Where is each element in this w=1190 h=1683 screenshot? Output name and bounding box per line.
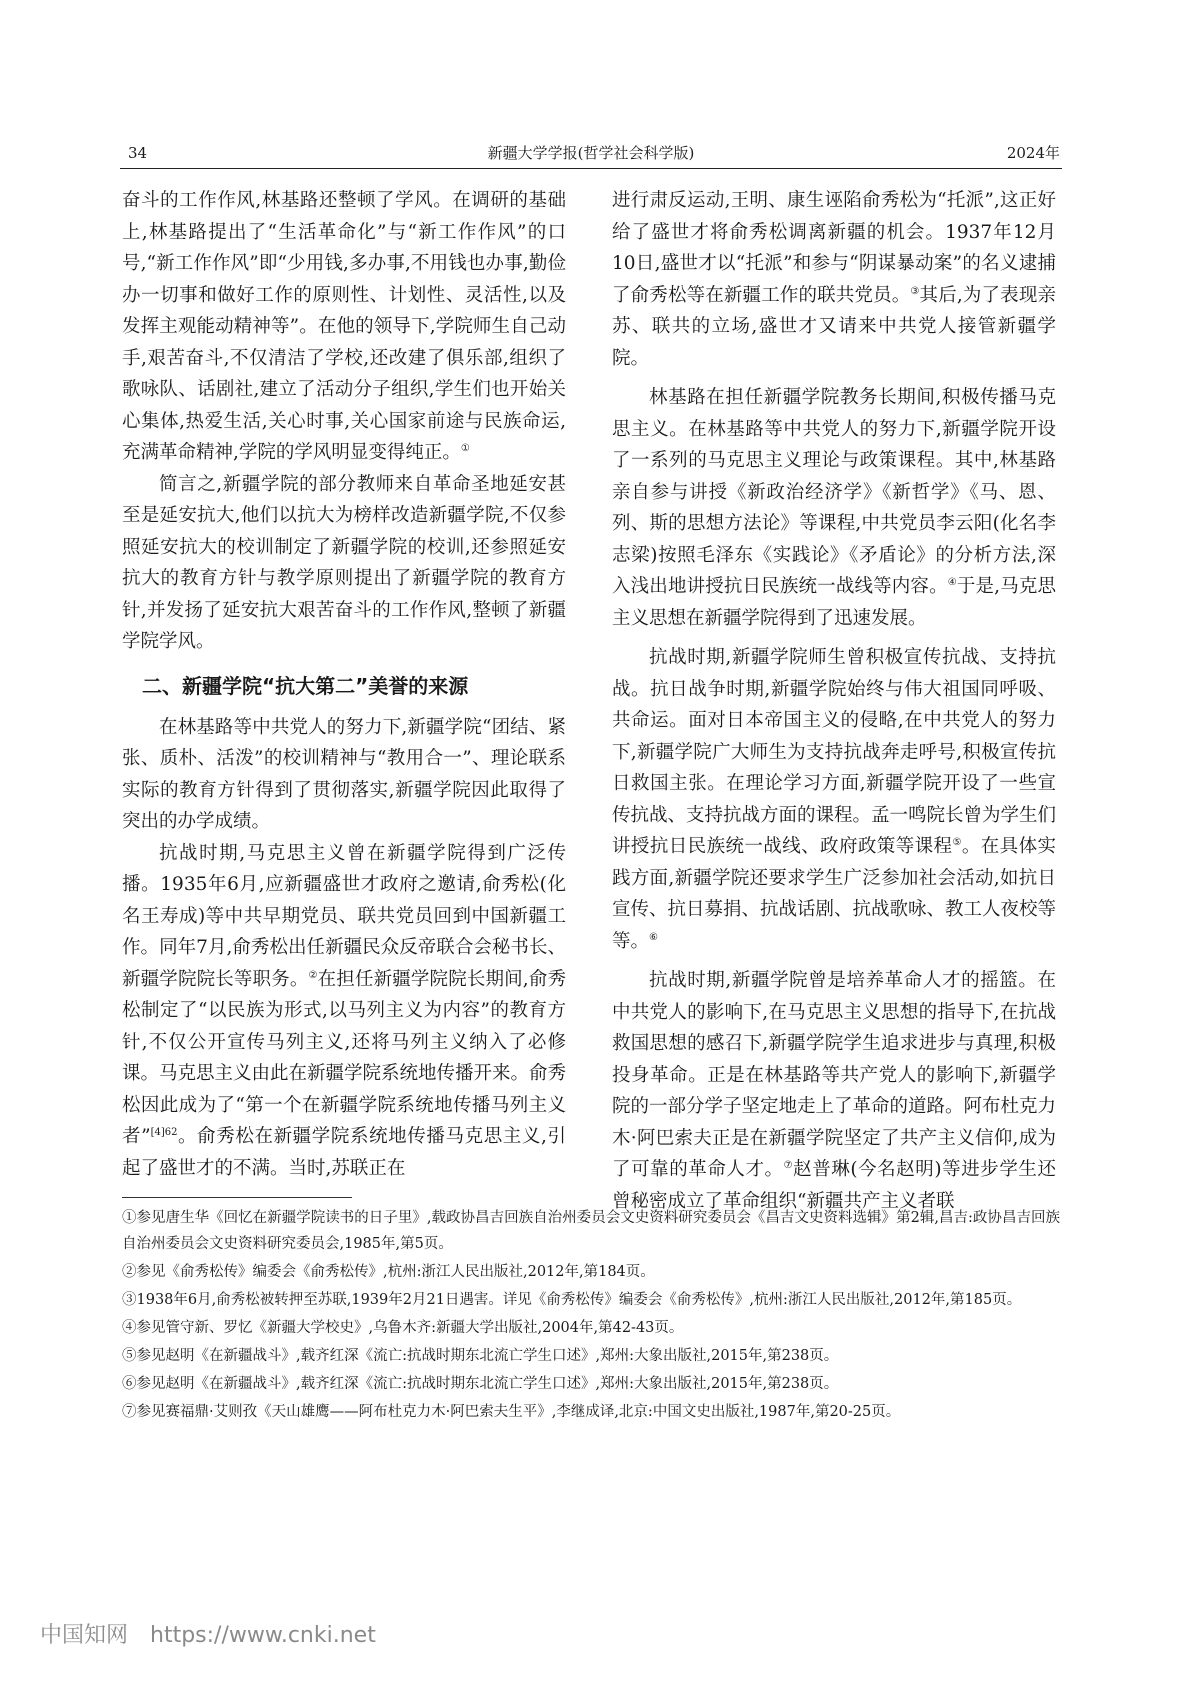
- paragraph: 抗战时期,马克思主义曾在新疆学院得到广泛传播。1935年6月,应新疆盛世才政府之邀请,俞秀松(化名王寿成)等中共早期党员、联共党员回到中国新疆工作。同年7月,俞秀松出任新疆民众反帝联合会秘书长、新疆学院院长等职务。②在担任新疆学院院长期间,俞秀松制定了“以民族为形式,以马列主义为内容”的教育方针,不仅公开宣传马列主义,还将马列主义纳入了必修课。马克思主义由此在新疆学院系统地传播开来。俞秀松因此成为了“第一个在新疆学院系统地传播马列主义者”$^{[4]62}$。俞秀松在新疆学院系统地传播马克思主义,引起了盛世才的不满。当时,苏联正在: [122, 842, 567, 1179]
- cnki-watermark: [40, 1618, 376, 1649]
- paragraph: 进行肃反运动,王明、康生诬陷俞秀松为“托派”,这正好给了盛世才将俞秀松调离新疆的机会。1937年12月10日,盛世才以“托派”和参与“阴谋暴动案”的名义逮捕了俞秀松等在新疆工作的联共党员。③其后,为了表现亲苏、联共的立场,盛世才又请来中共党人接管新疆学院。: [612, 190, 1056, 369]
- left-column: [122, 185, 566, 1184]
- footnote-ref[interactable]: ⑤: [952, 836, 962, 848]
- paragraph: 抗战时期,新疆学院曾是培养革命人才的摇篮。在中共党人的影响下,在马克思主义思想的指导下,在抗战救国思想的感召下,新疆学院学生追求进步与真理,积极投身革命。正是在林基路等共产党人的影响下,新疆学院的一部分学子坚定地走上了革命的道路。阿布杜克力木·阿巴索夫正是在新疆学院坚定了共产主义信仰,成为了可靠的革命人才。⑦赵普琳(今名赵明)等进步学生还曾秘密成立了革命组织“新疆共产主义者联: [612, 970, 1057, 1212]
- header-rule: [120, 168, 1062, 169]
- footnote-item: ⑤参见赵明《在新疆战斗》,载齐红深《流亡:抗战时期东北流亡学生口述》,郑州:大象出版社,2015年,第238页。: [122, 1348, 839, 1364]
- footnote-item: ⑦参见赛福鼎·艾则孜《天山雄鹰——阿布杜克力木·阿巴索夫生平》,李继成译,北京:中国文史出版社,1987年,第20-25页。: [122, 1404, 901, 1420]
- paragraph: 奋斗的工作作风,林基路还整顿了学风。在调研的基础上,林基路提出了“生活革命化”与“新工作作风”的口号,“新工作作风”即“少用钱,多办事,不用钱也办事,勤俭办一切事和做好工作的原则性、计划性、灵活性,以及发挥主观能动精神等”。在他的领导下,学院师生自己动手,艰苦奋斗,不仅清洁了学校,还改建了俱乐部,组织了歌咏队、话剧社,建立了活动分子组织,学生们也开始关心集体,热爱生活,关心时事,关心国家前途与民族命运,充满革命精神,学院的学风明显变得纯正。①: [122, 190, 566, 463]
- watermark-brand: 中国知网: [40, 1623, 129, 1648]
- paragraph: 简言之,新疆学院的部分教师来自革命圣地延安甚至是延安抗大,他们以抗大为榜样改造新疆学院,不仅参照延安抗大的校训制定了新疆学院的校训,还参照延安抗大的教育方针与教学原则提出了新疆学院的教育方针,并发扬了延安抗大艰苦奋斗的工作作风,整顿了新疆学院学风。: [122, 473, 566, 652]
- footnote-item: ②参见《俞秀松传》编委会《俞秀松传》,杭州:浙江人民出版社,2012年,第184页。: [122, 1264, 655, 1280]
- footnote-item: ①参见唐生华《回忆在新疆学院读书的日子里》,载政协昌吉回族自治州委员会文史资料研究委员会《昌吉文史资料选辑》第2辑,昌吉:政协昌吉回族自治州委员会文史资料研究委员会,1985年,第5页。: [122, 1210, 1060, 1252]
- paragraph: 在林基路等中共党人的努力下,新疆学院“团结、紧张、质朴、活泼”的校训精神与“教用合一”、理论联系实际的教育方针得到了贯彻落实,新疆学院因此取得了突出的办学成绩。: [122, 716, 566, 832]
- page-number: 34: [128, 144, 148, 162]
- footnote-ref[interactable]: ⑥: [649, 931, 658, 943]
- citation-ref[interactable]: [4]62: [150, 1126, 178, 1138]
- footnote-item: ④参见管守新、罗忆《新疆大学校史》,乌鲁木齐:新疆大学出版社,2004年,第42-43页。: [122, 1320, 684, 1336]
- watermark-url[interactable]: https://www.cnki.net: [150, 1623, 376, 1648]
- footnote-item: ③1938年6月,俞秀松被转押至苏联,1939年2月21日遇害。详见《俞秀松传》编委会《俞秀松传》,杭州:浙江人民出版社,2012年,第185页。: [122, 1292, 1022, 1308]
- journal-title: 新疆大学学报(哲学社会科学版): [487, 144, 695, 162]
- right-column: [612, 185, 1056, 1217]
- footnotes: [122, 1205, 1060, 1427]
- footnote-item: ⑥参见赵明《在新疆战斗》,载齐红深《流亡:抗战时期东北流亡学生口述》,郑州:大象出版社,2015年,第238页。: [122, 1376, 839, 1392]
- footnote-rule: [122, 1197, 352, 1198]
- footnote-ref[interactable]: ⑦: [783, 1159, 794, 1171]
- footnote-ref[interactable]: ②: [308, 969, 318, 981]
- footnote-ref[interactable]: ①: [460, 442, 470, 454]
- footnote-ref[interactable]: ③: [910, 285, 920, 297]
- header-year: 2024年: [1006, 144, 1060, 162]
- section-heading: 二、新疆学院“抗大第二”美誉的来源: [142, 673, 469, 698]
- running-header: [120, 138, 1062, 168]
- footnote-ref[interactable]: ④: [947, 576, 957, 588]
- paragraph: 抗战时期,新疆学院师生曾积极宣传抗战、支持抗战。抗日战争时期,新疆学院始终与伟大祖国同呼吸、共命运。面对日本帝国主义的侵略,在中共党人的努力下,新疆学院广大师生为支持抗战奔走呼号,积极宣传抗日救国主张。在理论学习方面,新疆学院开设了一些宣传抗战、支持抗战方面的课程。孟一鸣院长曾为学生们讲授抗日民族统一战线、政府政策等课程⑤。在具体实践方面,新疆学院还要求学生广泛参加社会活动,如抗日宣传、抗日募捐、抗战话剧、抗战歌咏、教工人夜校等等。⑥: [612, 647, 1057, 952]
- paragraph: 林基路在担任新疆学院教务长期间,积极传播马克思主义。在林基路等中共党人的努力下,新疆学院开设了一系列的马克思主义理论与政策课程。其中,林基路亲自参与讲授《新政治经济学》《新哲学》《马、恩、列、斯的思想方法论》等课程,中共党员李云阳(化名李志梁)按照毛泽东《实践论》《矛盾论》的分析方法,深入浅出地讲授抗日民族统一战线等内容。④于是,马克思主义思想在新疆学院得到了迅速发展。: [612, 387, 1056, 629]
